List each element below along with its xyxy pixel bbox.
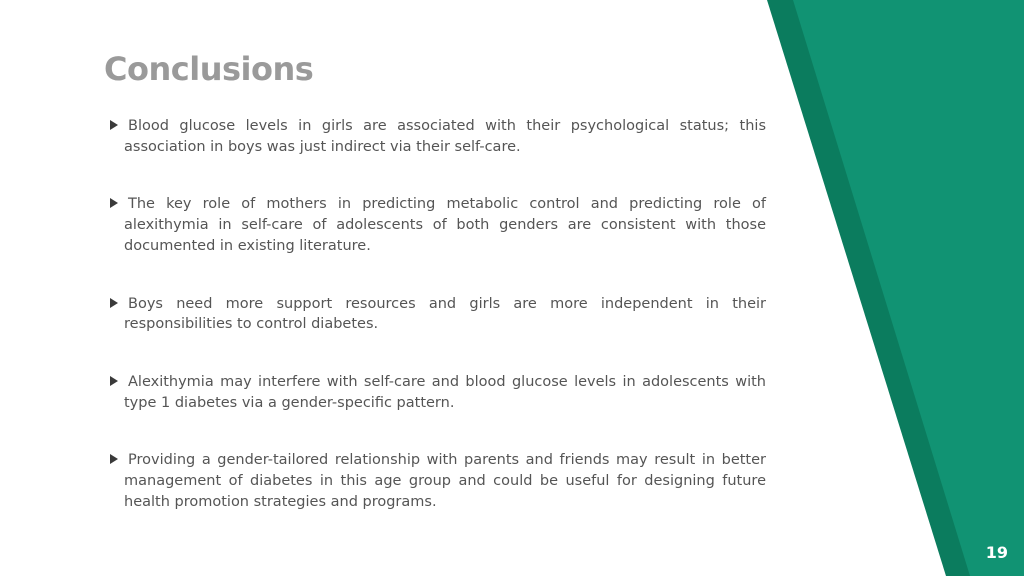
- bullet-text: The key role of mothers in predicting metabolic control and predicting role of alexithymia in self-care of adolescents of both genders are consistent with those documented in existing literature.: [124, 196, 766, 254]
- page-number: 19: [985, 543, 1008, 562]
- list-item: [110, 194, 766, 256]
- bullet-text: Boys need more support resources and girls are more independent in their responsibilities to control diabetes.: [124, 295, 766, 333]
- slide-title: Conclusions: [104, 50, 314, 88]
- triangle-right-icon: [110, 120, 118, 130]
- bullet-text: Providing a gender-tailored relationship with parents and friends may result in better management of diabetes in this age group and could be useful for designing future health promotion strategies and programs.: [124, 452, 766, 510]
- list-item: [110, 116, 766, 157]
- list-item: [110, 294, 766, 335]
- list-item: [110, 372, 766, 413]
- triangle-right-icon: [110, 298, 118, 308]
- conclusions-list: [110, 116, 766, 549]
- bullet-text: Alexithymia may interfere with self-care and blood glucose levels in adolescents with type 1 diabetes via a gender-specific pattern.: [124, 373, 766, 411]
- triangle-right-icon: [110, 454, 118, 464]
- bullet-text: Blood glucose levels in girls are associated with their psychological status; this association in boys was just indirect via their self-care.: [124, 118, 766, 155]
- green-panel: [793, 0, 1024, 576]
- triangle-right-icon: [110, 198, 118, 208]
- triangle-right-icon: [110, 376, 118, 386]
- list-item: [110, 450, 766, 512]
